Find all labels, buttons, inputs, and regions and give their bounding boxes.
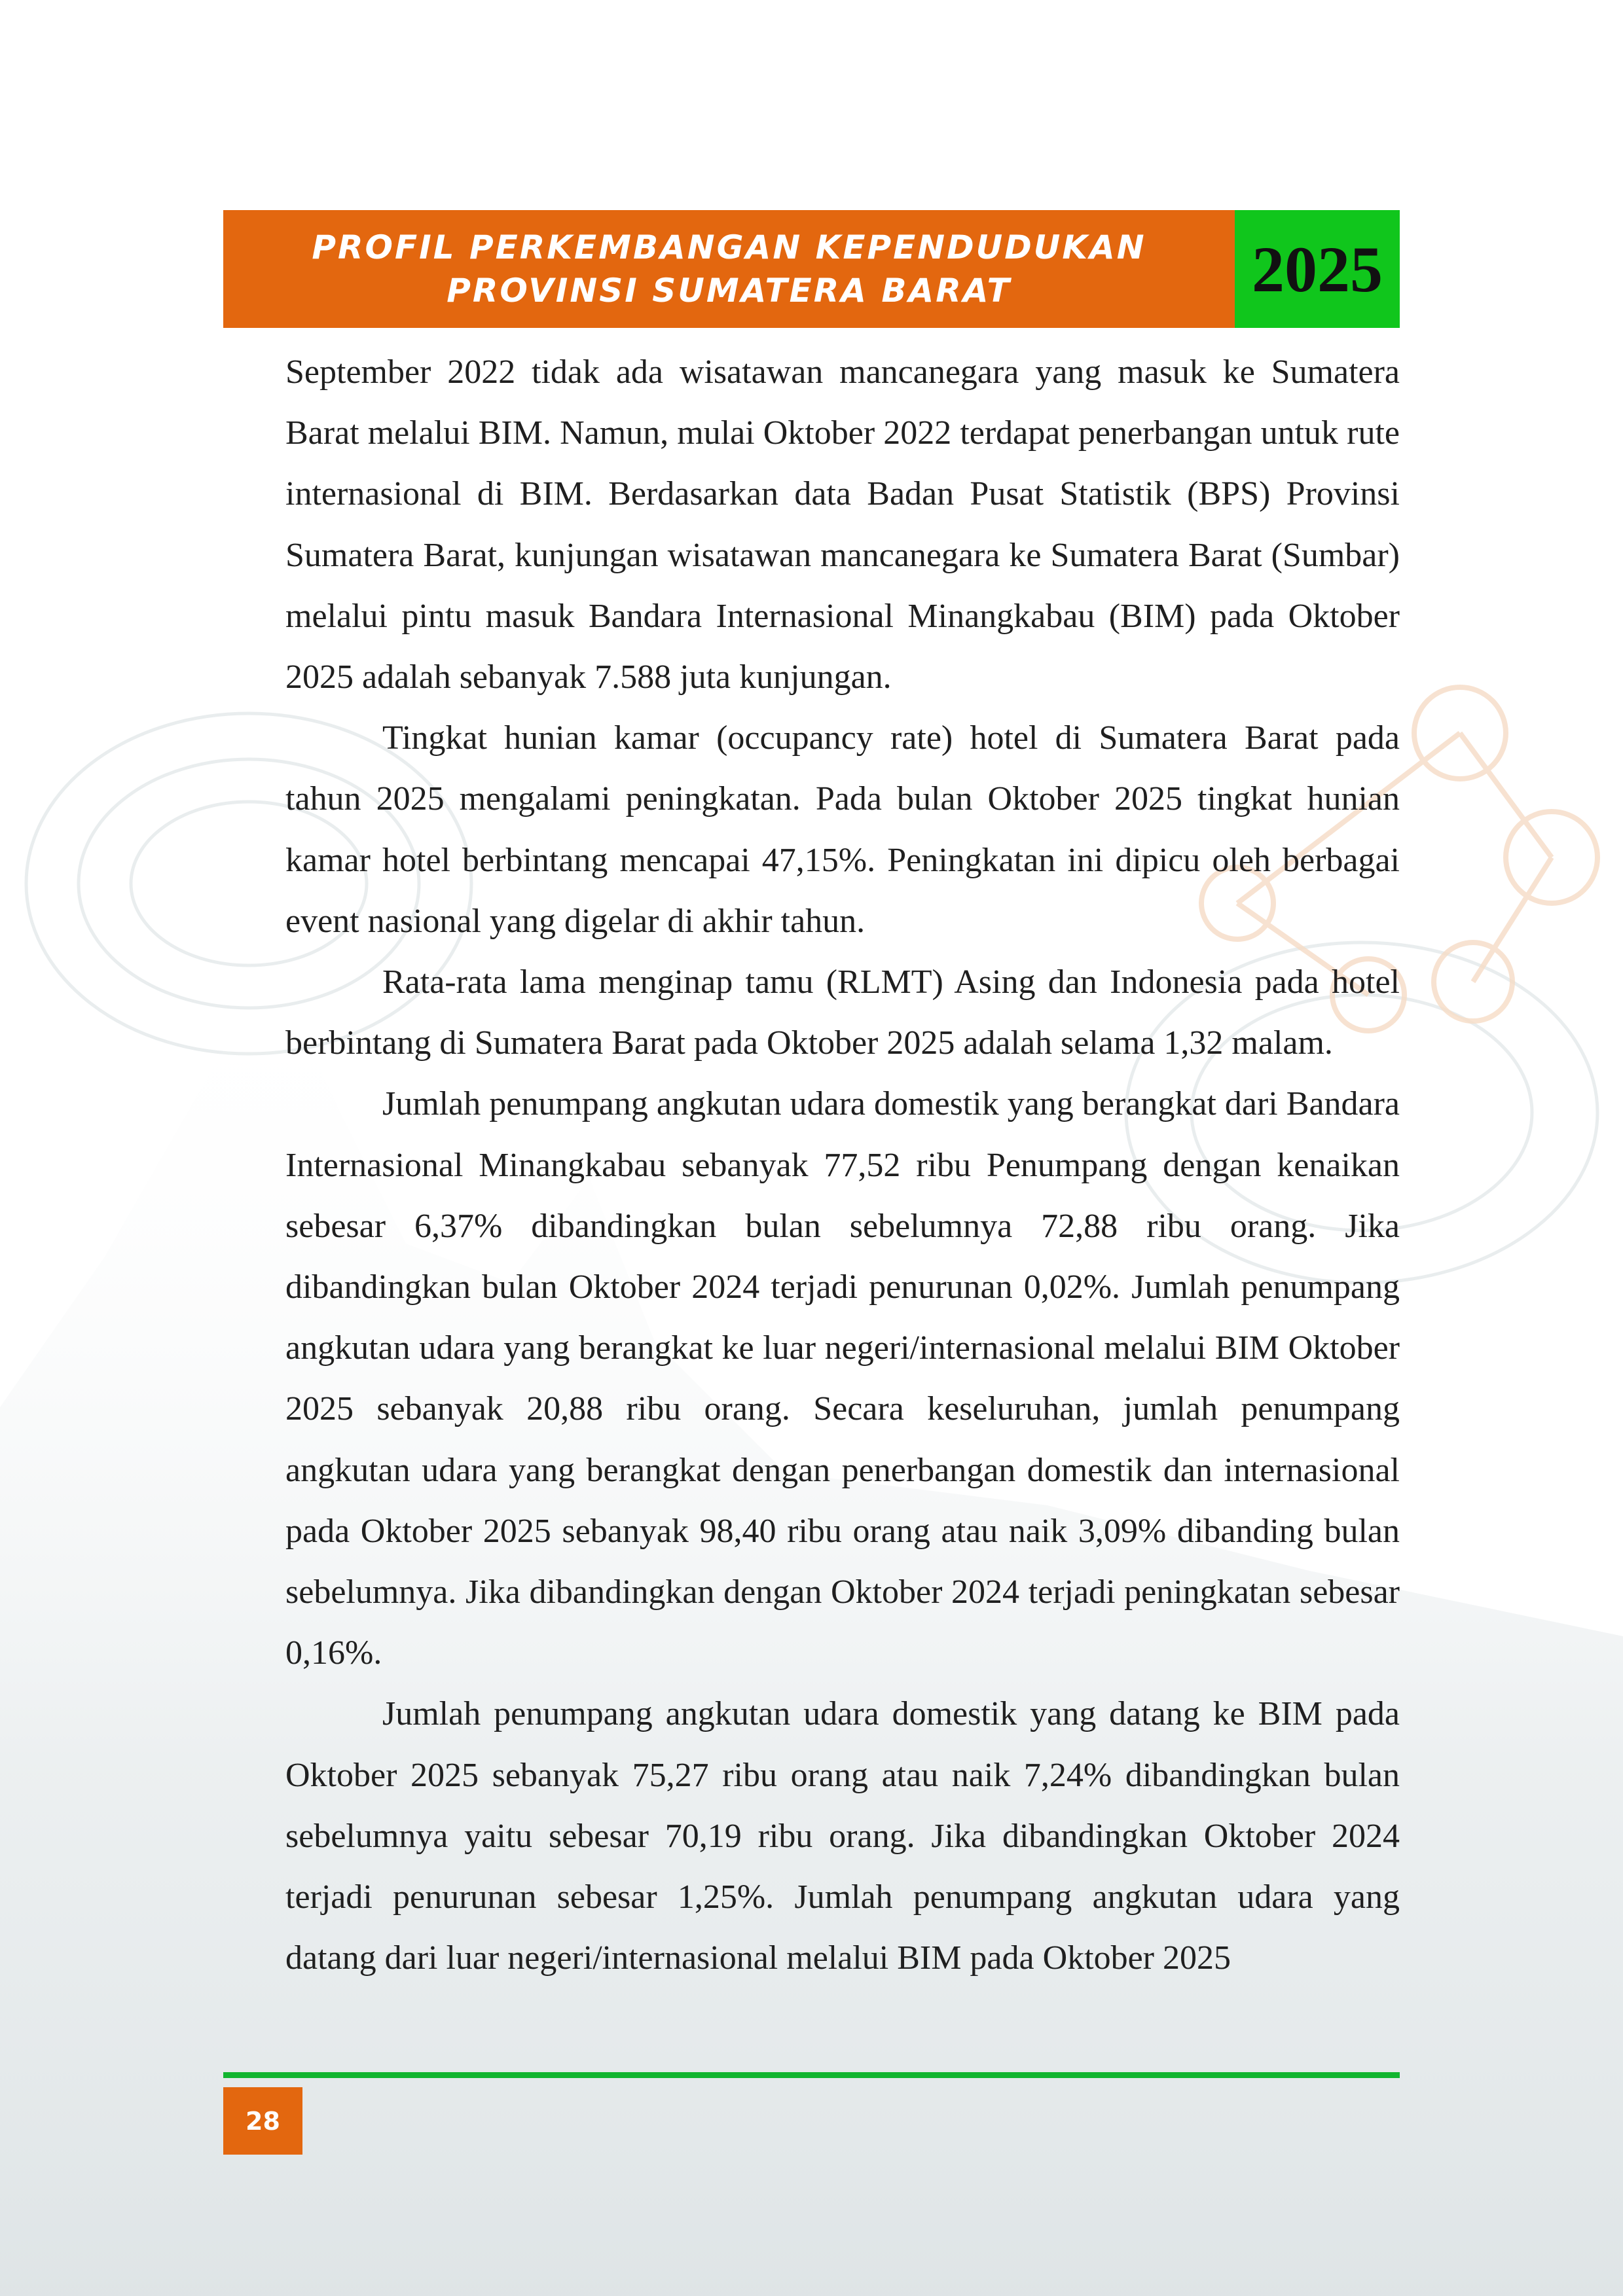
header-title-line-2: PROVINSI SUMATERA BARAT <box>447 272 1012 310</box>
footer-divider <box>223 2072 1400 2078</box>
paragraph: Rata-rata lama menginap tamu (RLMT) Asing dan Indonesia pada hotel berbintang di Sumatera Barat pada Oktober 2025 adalah selama 1,32 malam. <box>285 963 1400 1062</box>
header-year: 2025 <box>1252 232 1383 306</box>
paragraph: September 2022 tidak ada wisatawan mancanegara yang masuk ke Sumatera Barat melalui BIM. Namun, mulai Oktober 2022 terdapat penerbangan untuk rute internasional di BIM. Berdasarkan data Badan Pusat Statistik (BPS) Provinsi Sumatera Barat, kunjungan wisatawan mancanegara ke Sumatera Barat (Sumbar) melalui pintu masuk Bandara Internasional Minangkabau (BIM) pada Oktober 2025 adalah sebanyak 7.588 juta kunjungan. <box>285 353 1400 696</box>
header-year-box <box>1235 210 1400 328</box>
body-text <box>285 342 1400 1988</box>
paragraph: Jumlah penumpang angkutan udara domestik yang berangkat dari Bandara Internasional Minangkabau sebanyak 77,52 ribu Penumpang dengan kenaikan sebesar 6,37% dibandingkan bulan sebelumnya 72,88 ribu orang. Jika dibandingkan bulan Oktober 2024 terjadi penurunan 0,02%. Jumlah penumpang angkutan udara yang berangkat ke luar negeri/internasional melalui BIM Oktober 2025 sebanyak 20,88 ribu orang. Secara keseluruhan, jumlah penumpang angkutan udara yang berangkat dengan penerbangan domestik dan internasional pada Oktober 2025 sebanyak 98,40 ribu orang atau naik 3,09% dibanding bulan sebelumnya. Jika dibandingkan dengan Oktober 2024 terjadi peningkatan sebesar 0,16%. <box>285 1085 1400 1672</box>
page-number-box <box>223 2087 302 2155</box>
paragraph: Tingkat hunian kamar (occupancy rate) hotel di Sumatera Barat pada tahun 2025 mengalami peningkatan. Pada bulan Oktober 2025 tingkat hunian kamar hotel berbintang mencapai 47,15%. Peningkatan ini dipicu oleh berbagai event nasional yang digelar di akhir tahun. <box>285 719 1400 940</box>
header-bar <box>223 210 1235 328</box>
paragraph: Jumlah penumpang angkutan udara domestik yang datang ke BIM pada Oktober 2025 sebanyak 75,27 ribu orang atau naik 7,24% dibandingkan bulan sebelumnya yaitu sebesar 70,19 ribu orang. Jika dibandingkan Oktober 2024 terjadi penurunan sebesar 1,25%. Jumlah penumpang angkutan udara yang datang dari luar negeri/internasional melalui BIM pada Oktober 2025 <box>285 1695 1400 1977</box>
header-title-line-1: PROFIL PERKEMBANGAN KEPENDUDUKAN <box>312 228 1146 266</box>
page-number: 28 <box>246 2106 280 2136</box>
